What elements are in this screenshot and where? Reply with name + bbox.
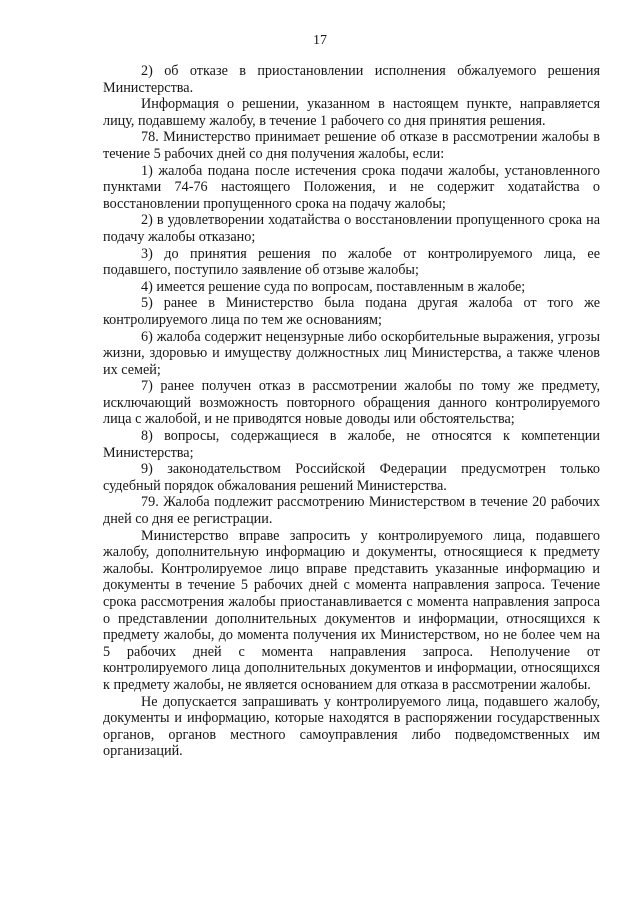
- paragraph-78-item-8: 8) вопросы, содержащиеся в жалобе, не относятся к компетенции Министерства;: [103, 428, 600, 461]
- paragraph-clause-78: 78. Министерство принимает решение об отказе в рассмотрении жалобы в течение 5 рабочих дней со дня получения жалобы, если:: [103, 129, 600, 162]
- paragraph-item-2-refusal-suspension: 2) об отказе в приостановлении исполнения обжалуемого решения Министерства.: [103, 63, 600, 96]
- paragraph-no-request-state-docs: Не допускается запрашивать у контролируемого лица, подавшего жалобу, документы и информацию, которые находятся в распоряжении государственных органов, органов местного самоуправления либо подведомственных им организаций.: [103, 693, 600, 760]
- paragraph-78-item-7: 7) ранее получен отказ в рассмотрении жалобы по тому же предмету, исключающий возможность повторного обращения данного контролируемого лица с жалобой, и не приводятся новые доводы или обстоятельства;: [103, 378, 600, 428]
- paragraph-78-item-3: 3) до принятия решения по жалобе от контролируемого лица, ее подавшего, поступило заявление об отзыве жалобы;: [103, 245, 600, 279]
- paragraph-78-item-4: 4) имеется решение суда по вопросам, поставленным в жалобе;: [141, 278, 526, 295]
- page-number: 17: [313, 33, 327, 48]
- paragraph-78-item-1: 1) жалоба подана после истечения срока подачи жалобы, установленного пунктами 74-76 настоящего Положения, и не содержит ходатайства о восстановлении пропущенного срока на подачу жалобы;: [103, 162, 600, 212]
- paragraph-request-documents: Министерство вправе запросить у контролируемого лица, подавшего жалобу, дополнительную информацию и документы, относящиеся к предмету жалобы. Контролируемое лицо вправе представить указанные информацию и документы в течение 5 рабочих дней с момента направления запроса. Течение срока рассмотрения жалобы приостанавливается с момента направления запроса о представлении дополнительных документов и информации, относящихся к предмету жалобы, до момента получения их Министерством, но не более чем на 5 рабочих дней с момента направления запроса. Неполучение от контролируемого лица дополнительных документов и информации, относящихся к предмету жалобы, не является основанием для отказа в рассмотрении жалобы.: [103, 527, 600, 693]
- paragraph-78-item-5: 5) ранее в Министерство была подана другая жалоба от того же контролируемого лица по тем же основаниям;: [103, 295, 600, 328]
- paragraph-78-item-6: 6) жалоба содержит нецензурные либо оскорбительные выражения, угрозы жизни, здоровью и имуществу должностных лиц Министерства, а также членов их семей;: [103, 328, 600, 378]
- paragraph-78-item-2: 2) в удовлетворении ходатайства о восстановлении пропущенного срока на подачу жалобы отказано;: [103, 212, 600, 245]
- document-body: [103, 63, 600, 760]
- paragraph-decision-notice: Информация о решении, указанном в настоящем пункте, направляется лицу, подавшему жалобу, в течение 1 рабочего со дня принятия решения.: [103, 96, 600, 129]
- paragraph-78-item-9: 9) законодательством Российской Федерации предусмотрен только судебный порядок обжалования решений Министерства.: [103, 461, 600, 494]
- paragraph-clause-79: 79. Жалоба подлежит рассмотрению Министерством в течение 20 рабочих дней со дня ее регистрации.: [103, 494, 600, 528]
